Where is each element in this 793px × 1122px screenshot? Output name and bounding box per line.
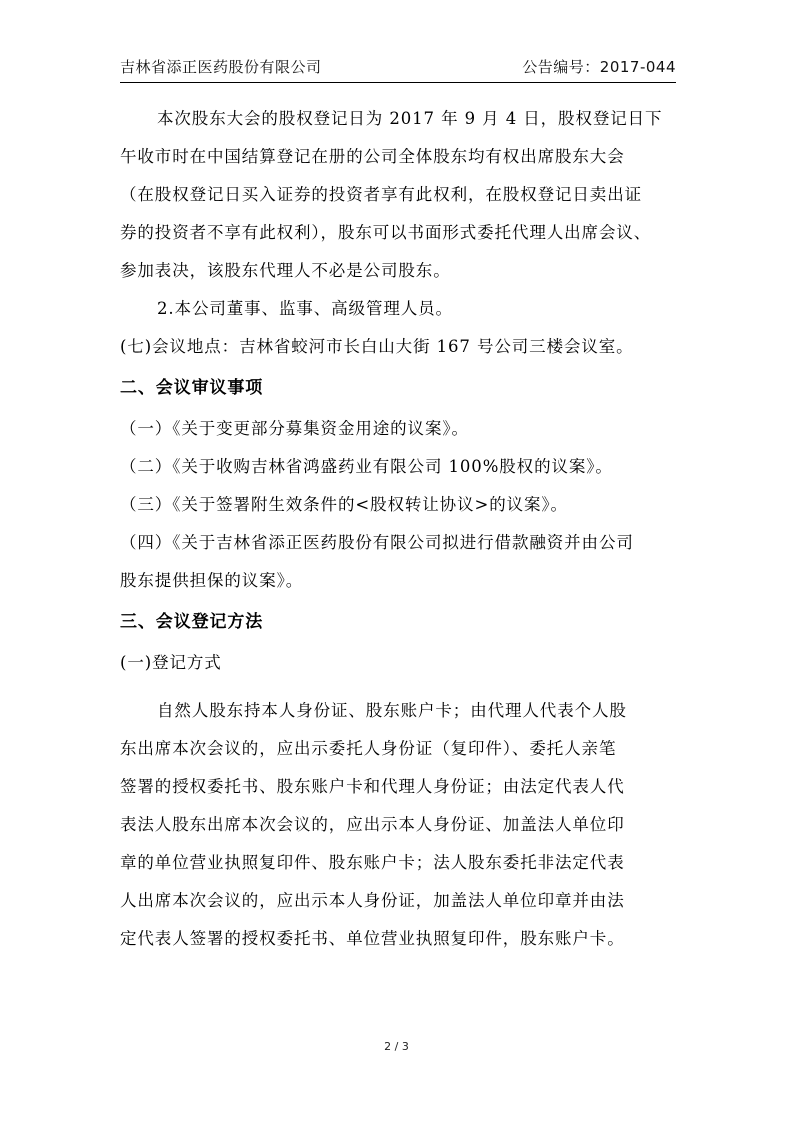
document-body	[120, 100, 676, 958]
page-number: 2 / 3	[384, 1040, 409, 1053]
paragraph-line: （在股权登记日买入证券的投资者享有此权利，在股权登记日卖出证	[120, 185, 642, 204]
paragraph-line: 午收市时在中国结算登记在册的公司全体股东均有权出席股东大会	[120, 147, 625, 166]
paragraph-line: 自然人股东持本人身份证、股东账户卡；由代理人代表个人股	[157, 701, 627, 720]
agenda-item: （二）《关于收购吉林省鸿盛药业有限公司 100%股权的议案》。	[120, 457, 613, 476]
paragraph-line: 2.本公司董事、监事、高级管理人员。	[157, 299, 453, 318]
paragraph-line: 人出席本次会议的，应出示本人身份证，加盖法人单位印章并由法	[120, 891, 625, 910]
page-header	[120, 56, 676, 83]
meeting-location: (七)会议地点：吉林省蛟河市长白山大街 167 号公司三楼会议室。	[120, 337, 634, 356]
paragraph-line: 签署的授权委托书、股东账户卡和代理人身份证；由法定代表人代	[120, 777, 625, 796]
paragraph-line: 定代表人签署的授权委托书、单位营业执照复印件，股东账户卡。	[120, 929, 625, 948]
paragraph-line: 本次股东大会的股权登记日为 2017 年 9 月 4 日，股权登记日下	[157, 109, 663, 128]
section-heading: 三、会议登记方法	[120, 612, 264, 632]
subsection-heading: (一)登记方式	[120, 653, 222, 672]
agenda-item: （一）《关于变更部分募集资金用途的议案》。	[120, 419, 469, 438]
paragraph-line: 东出席本次会议的，应出示委托人身份证（复印件）、委托人亲笔	[120, 739, 617, 758]
paragraph-line: 章的单位营业执照复印件、股东账户卡；法人股东委托非法定代表	[120, 853, 625, 872]
agenda-item: （四）《关于吉林省添正医药股份有限公司拟进行借款融资并由公司	[120, 533, 634, 552]
notice-number: 公告编号：2017-044	[522, 58, 676, 76]
company-name: 吉林省添正医药股份有限公司	[120, 58, 322, 76]
paragraph-line: 券的投资者不享有此权利），股东可以书面形式委托代理人出席会议、	[120, 223, 652, 242]
section-heading: 二、会议审议事项	[120, 378, 264, 398]
agenda-item: （三）《关于签署附生效条件的<股权转让协议>的议案》。	[120, 495, 568, 514]
paragraph-line: 参加表决，该股东代理人不必是公司股东。	[120, 261, 451, 280]
agenda-item: 股东提供担保的议案》。	[120, 571, 304, 590]
paragraph-line: 表法人股东出席本次会议的，应出示本人身份证、加盖法人单位印	[120, 815, 625, 834]
